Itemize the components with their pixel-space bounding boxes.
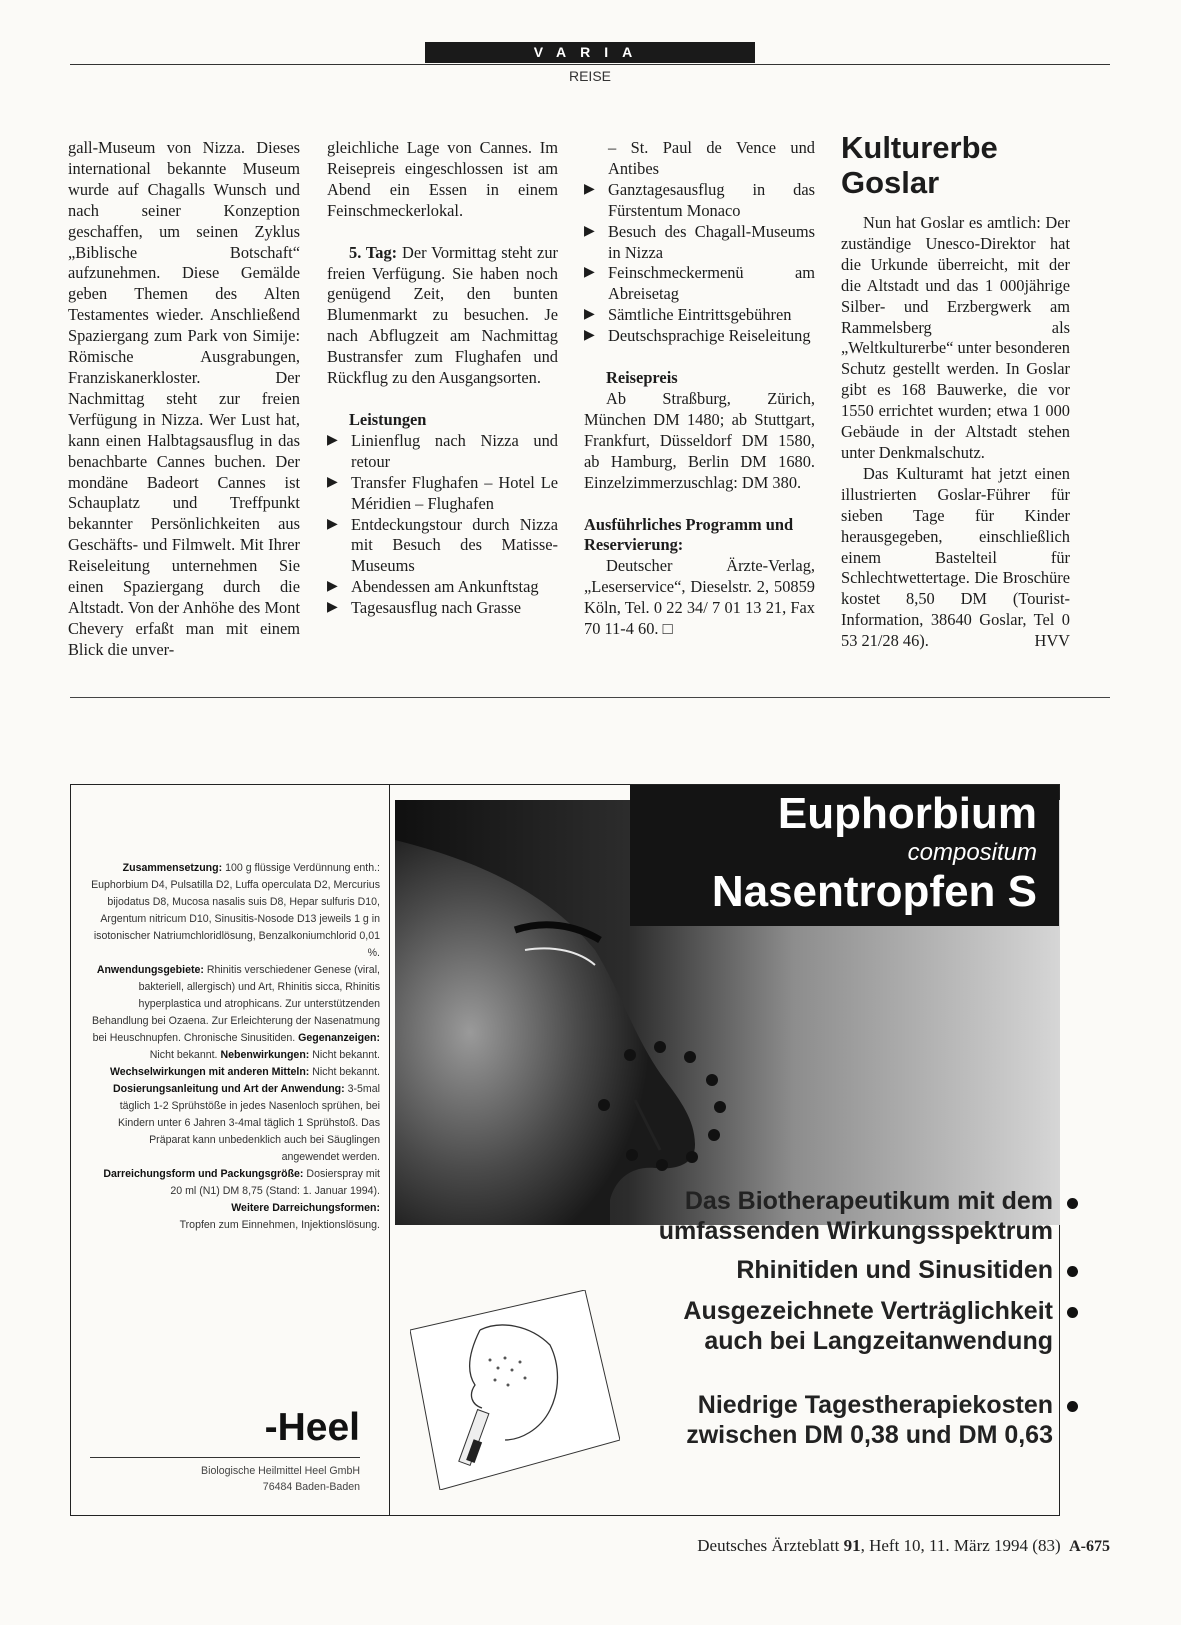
day5-label: 5. Tag: xyxy=(349,242,398,262)
product-name: Euphorbium xyxy=(777,789,1037,838)
list-item: ▶ Deutschsprachige Reiseleitung xyxy=(584,326,811,346)
issue-info: , Heft 10, 11. März 1994 (83) xyxy=(860,1536,1061,1555)
list-item: ▶ Feinschmeckermenü am Abreisetag xyxy=(584,263,815,304)
price-heading: Reisepreis xyxy=(606,368,678,388)
services-heading: Leistungen xyxy=(349,409,427,429)
goslar-para1: Nun hat Goslar es amtlich: Der zuständige Unesco-Direktor hat die Urkunde überreicht, mit der die Altstadt und das 1 000jährige Silber- und Erzbergwerk am Rammelsberg als „Weltkulturerbe“ unter besonderen Schutz gestellt werden. In Goslar gibt es 168 Bauwerke, die vor 1550 errichtet wurden; etwa 1 000 Gebäude in der Altstadt stehen unter Denkmalschutz. xyxy=(841,213,1070,462)
page-footer xyxy=(470,1536,1110,1556)
subsection-label: REISE xyxy=(568,68,611,84)
article-end-rule xyxy=(70,697,1110,698)
program-heading: Ausführliches Programm und Reservierung: xyxy=(584,514,794,555)
list-item: ▶ Linienflug nach Nizza und retour xyxy=(327,430,558,471)
list-item: ▶ Abendessen am Ankunftstag xyxy=(327,577,539,597)
claim-3: Ausgezeichnete Verträglichkeit auch bei Langzeitanwendung xyxy=(683,1297,1053,1355)
claim-2: Rhinitiden und Sinusitiden xyxy=(736,1256,1053,1284)
article-headline: Kulturerbe Goslar xyxy=(841,130,998,200)
arrow-icon: ▶ xyxy=(584,328,595,344)
product-form: Nasentropfen S xyxy=(711,867,1037,916)
day5-text: Der Vormittag steht zur freien Verfügung. Sie haben noch genügend Zeit, den bunten Blumenmarkt zu besuchen. Je nach Abflugzeit am Nachmittag Bustransfer zum Flughafen und Rückflug zu den Ausgangsorten. xyxy=(327,242,558,388)
list-item: ▶ Sämtliche Eintrittsgebühren xyxy=(584,305,792,325)
volume-number: 91 xyxy=(843,1536,861,1555)
list-item: ▶ Entdeckungstour durch Nizza mit Besuch des Matisse-Museums xyxy=(327,514,558,576)
claim-1: Das Biotherapeutikum mit dem umfassenden Wirkungsspektrum xyxy=(658,1187,1053,1245)
heel-logo: -Heel xyxy=(264,1406,360,1449)
column-3 xyxy=(584,138,815,640)
product-information: Zusammensetzung: 100 g flüssige Verdünnung enth.: Euphorbium D4, Pulsatilla D2, Luffa operculata D2, Mercurius bijodatus D8, Mucosa nasalis suis D8, Hepar sulfuris D10, Argentum nitricum D10, Sinusitis-Nosode D13 jeweils 1 g in isotonischer Natriumchloridlösung, Benzalkoniumchlorid 0,01 %. Anwendungsgebiete: Rhinitis verschiedener Genese (viral, bakteriell, allergisch) und Art, Rhinitis sicca, Rhinitis hyperplastica und atrophicans. Zur unterstützenden Behandlung bei Ozaena. Zur Erleichterung der Nasenatmung bei Heuschnupfen. Chronische Sinusitiden. Gegenanzeigen: Nicht bekannt. Nebenwirkungen: Nicht bekannt. Wechselwirkungen mit anderen Mitteln: Nicht bekannt. Dosierungsanleitung und Art der Anwendung: 3-5mal täglich 1-2 Sprühstöße in jedes Nasenloch sprühen, bei Kindern unter 6 Jahren 3-4mal täglich 1 Sprühstoß. Das Präparat kann unbedenklich auch bei Säuglingen angewendet werden. Darreichungsform und Packungsgröße: Dosierspray mit 20 ml (N1) DM 8,75 (Stand: 1. Januar 1994). Weitere Darreichungsformen: Tropfen zum Einnehmen, Injektionslösung. xyxy=(91,862,380,1231)
journal-name: Deutsches Ärzteblatt xyxy=(697,1536,844,1555)
arrow-icon: ▶ xyxy=(327,432,338,448)
dotted-circle-graphic xyxy=(590,1035,730,1175)
product-subname: compositum xyxy=(907,839,1037,866)
arrow-icon: ▶ xyxy=(584,223,595,239)
author-signature: HVV xyxy=(1034,631,1070,651)
arrow-icon: ▶ xyxy=(584,307,595,323)
col2-para1: gleichliche Lage von Cannes. Im Reisepreis eingeschlossen ist am Abend ein Essen in einem Feinschmeckerlokal. xyxy=(327,138,558,220)
product-title-box xyxy=(630,785,1059,926)
col3-continuation: – St. Paul de Vence und Antibes xyxy=(608,138,815,178)
arrow-icon: ▶ xyxy=(584,181,595,197)
arrow-icon: ▶ xyxy=(327,579,338,595)
nasal-anatomy-illustration xyxy=(410,1290,620,1490)
arrow-icon: ▶ xyxy=(584,265,595,281)
list-item: ▶ Transfer Flughafen – Hotel Le Méridien – Flughafen xyxy=(327,472,558,513)
column-2 xyxy=(327,138,558,619)
page-number: A-675 xyxy=(1069,1538,1110,1555)
list-item: ▶ Besuch des Chagall-Museums in Nizza xyxy=(584,221,815,262)
section-label: VARIA xyxy=(425,42,755,63)
arrow-icon: ▶ xyxy=(327,474,338,490)
bullet-dot-icon xyxy=(1067,1198,1078,1209)
column-4 xyxy=(841,130,1070,652)
arrow-icon: ▶ xyxy=(327,600,338,616)
bullet-dot-icon xyxy=(1067,1266,1078,1277)
program-text: Deutscher Ärzte-Verlag, „Leserservice“, Dieselstr. 2, 50859 Köln, Tel. 0 22 34/ 7 01 13 21, Fax 70 11-4 60. □ xyxy=(584,556,815,639)
ad-divider xyxy=(389,784,390,1516)
day5-paragraph xyxy=(327,243,558,389)
logo-rule xyxy=(90,1457,360,1458)
price-text: Ab Straßburg, Zürich, München DM 1480; ab Stuttgart, Frankfurt, Düsseldorf DM 1580, ab Hamburg, Berlin DM 1680. Einzelzimmerzuschlag: DM 380. xyxy=(584,388,815,492)
list-item: ▶ Tagesausflug nach Grasse xyxy=(327,598,521,618)
list-item: ▶ Ganztagesausflug in das Fürstentum Monaco xyxy=(584,179,815,220)
bullet-dot-icon xyxy=(1067,1307,1078,1318)
col1-text: gall-Museum von Nizza. Dieses international bekannte Museum wurde auf Chagalls Wunsch und nach seiner Konzeption geschaffen, um seinen Zyklus „Biblische Botschaft“ aufzunehmen. Diese Gemälde geben Themen des Alten Testamentes wieder. Anschließend Spaziergang zum Park von Simije: Römische Ausgrabungen, Franziskanerkloster. Der Nachmittag steht zur freien Verfügung in Nizza. Wer Lust hat, kann einen Halbtagsausflug in das benachbarte Cannes buchen. Der mondäne Badeort Cannes ist Schauplatz und Treffpunkt bekannter Persönlichkeiten aus Geschäfts- und Filmwelt. Mit Ihrer Reiseleitung unternehmen Sie einen Spaziergang durch die Altstadt. Von der Anhöhe des Mont Chevery erfaßt man mit einem Blick die unver- xyxy=(68,138,300,659)
claim-4: Niedrige Tagestherapiekosten zwischen DM 0,38 und DM 0,63 xyxy=(686,1391,1053,1449)
goslar-para2: Das Kulturamt hat jetzt einen illustrierten Goslar-Führer für sieben Tage für Kinder herausgegeben, einschließlich einem Bastelteil für Schlechtwettertage. Die Broschüre kostet 8,50 DM (Tourist-Information, 38640 Goslar, Tel 0 53 21/28 46). HVV xyxy=(841,463,1070,651)
column-1 xyxy=(68,138,300,661)
bullet-dot-icon xyxy=(1067,1401,1078,1412)
header-rule xyxy=(70,64,1110,65)
arrow-icon: ▶ xyxy=(327,516,338,532)
company-address: Biologische Heilmittel Heel GmbH 76484 Baden-Baden xyxy=(201,1465,360,1493)
